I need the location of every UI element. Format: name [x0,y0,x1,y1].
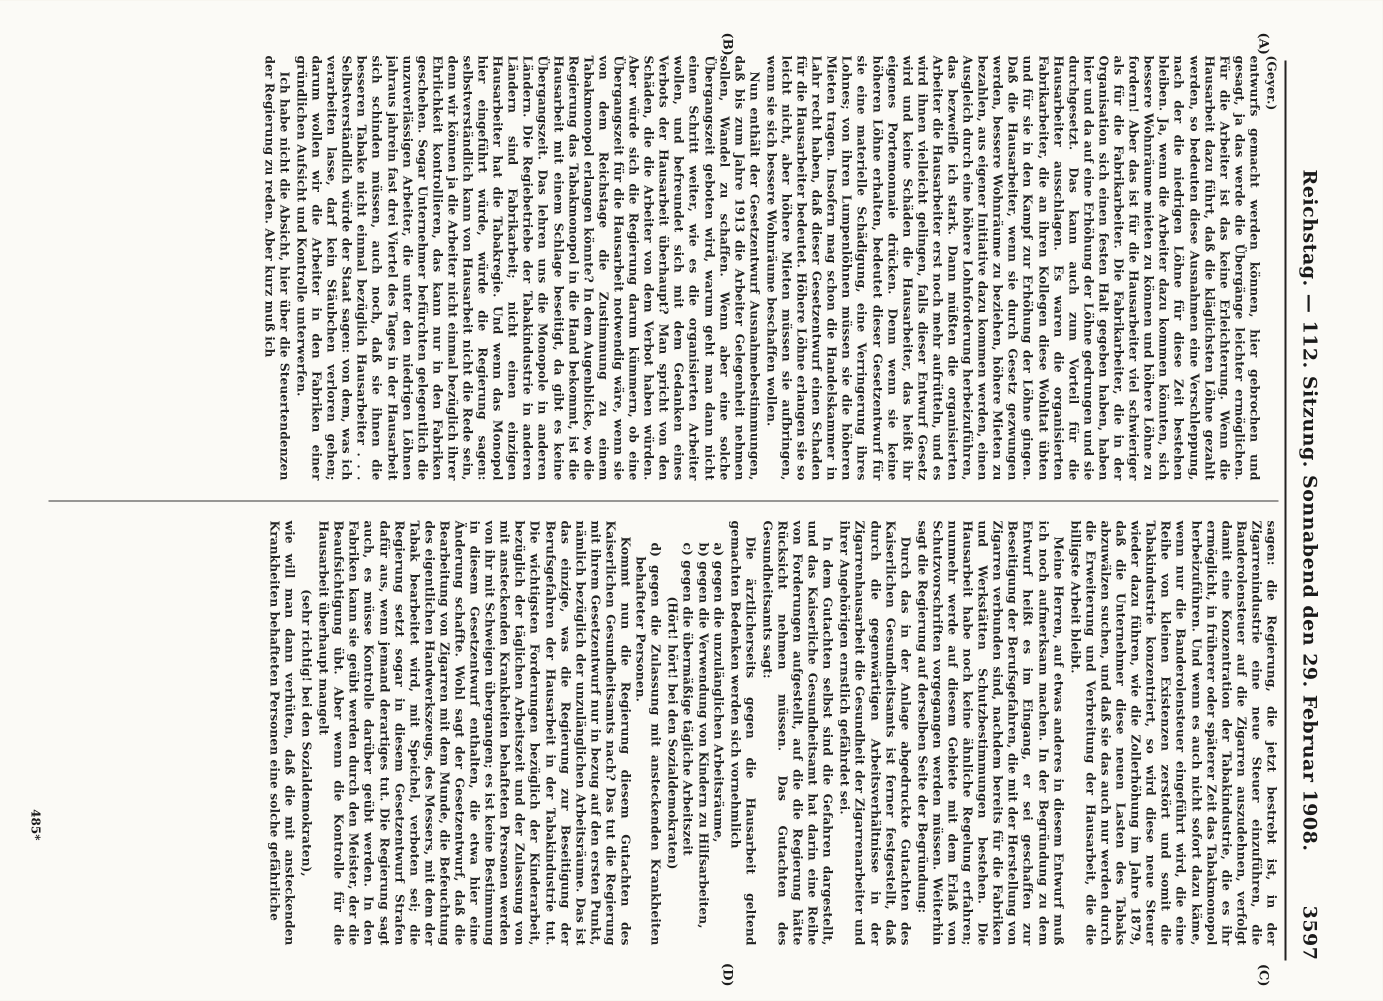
left-paragraph: Ich habe nicht die Absicht, hier über die Steuertendenzen der Regierung zu reden. Aber kurz muß ich [262,55,292,481]
left-column [49,56,1279,481]
interjection: (sehr richtig! bei den Sozialdemokraten), [299,589,314,877]
right-paragraph: In dem Gutachten selbst sind die Gefahren dargestellt, und das Kaiserliche Gesundheitsamt hat darin eine Reihe von Forderungen aufgestellt, auf die die Regierung hätte Rücksicht nehmen müssen. Das Gutachten des Gesundheitsamts sagt: [760,520,835,946]
list-item: b) gegen die Verwendung von Kindern zu Hilfsarbeiten, [696,542,711,929]
list-item: a) gegen die unzulänglichen Arbeitsräume, [711,542,726,843]
left-paragraph: Nun enthält der Gesetzentwurf Ausnahmebestimmungen, daß bis zum Jahre 1913 die Arbeiter Gelegenheit nehmen sollen, Wandel zu schaffen. Wenn aber eine solche Übergangszeit geboten wird, warum geht man dann nicht einen Schritt weiter, wie es die organisierten Arbeiter wollen, und befreundet sich mit dem Gedanken eines Verbots der Hausarbeit überhaupt? Man spricht von den Schäden, die die Arbeiter von dem Verbot haben würden. Aber würde sich die Regierung darum kümmern, ob eine Übergangszeit für die Hausarbeit notwendig wäre, wenn sie von dem Reichstage die Zustimmung zu einem Tabakmonopol erlangen könnte? In dem Augenblicke, wo die Regierung das Tabakmonopol in die Hand bekommt, ist die Hausarbeit mit einem Schlage beseitigt, da gibt es keine Übergangszeit. Das lehren uns die Monopole in anderen Ländern. Die Regiebetriebe der Tabakindustrie in anderen Ländern sind Fabrikarbeit; nicht einen einzigen Hausarbeiter hat die Tabakregie. Und wenn das Monopol hier eingeführt würde, würde die Regierung sagen: selbstverständlich kann von Hausarbeit nicht die Rede sein, denn wir können ja die Arbeiter nicht einmal bezüglich ihrer Ehrlichkeit kontrollieren, das kann nur in den Fabriken geschehen. Sogar Unternehmer befürchten gelegentlich die unzuverlässigen Arbeiter, die unter den niedrigen Löhnen jahraus jahrein fast drei Viertel des Tages in der Hausarbeit sich schinden müssen, auch noch, daß sie ihnen die besseren Tabake nicht einmal bezüglich Hausarbeiter . . . Selbstverständlich würde der Staat sagen: von dem, was ich verarbeiten lasse, darf kein Stäubchen verloren gehen; darum wollen wir die Arbeiter in den Fabriken einer gründlichen Aufsicht und Kontrolle unterwerfen. [294,55,762,481]
page-title: Reichstag. — 112. Sitzung. Sonnabend den 29. Februar 1908. [1298,169,1321,852]
footer-number: 485* [28,809,43,841]
list-item: d) gegen die Zulassung mit ansteckenden Krankheiten behafteter Personen. [633,542,663,946]
right-paragraph: sagen: die Regierung, die jetzt bestrebt ist, in der Zigarrenindustrie eine neue Steuer einzuführen, die Banderolensteuer auf die Zigarren auszudehnen, verfolgt damit eine Konzentration der Tabakindustrie, die es ihr ermöglicht, in früherer oder späterer Zeit das Tabakmonopol herbeizuführen. Und wenn es auch nicht sofort dazu käme, wenn nur die Banderolensteuer eingeführt wird, die eine Reihe von kleinen Existenzen zerstört und somit die Tabakindustrie konzentriert, so wird diese neue Steuer wieder dazu führen, wie die Zollerhöhung im Jahre 1879, daß die Unternehmer diese neuen Lasten des Tabaks abzuwälzen suchen, und daß sie das auch nur werden durch die Erweiterung und Verbreitung der Hausarbeit, die die billigste Arbeit bleibt. [1068,520,1279,946]
right-paragraph: wie will man dann verhüten, daß die mit ansteckenden Krankheiten behafteten Personen eine solche gefährliche [267,520,297,946]
margin-marker-b: (B) [719,32,735,56]
left-paragraph: entwurfs gemacht werden können, hier gebrochen und gesagt, ja das werde die Übergänge leichter ermöglichen. Für die Arbeiter ist das keine Erleichterung. Wenn die Hausarbeit dazu führt, daß die kläglichsten Löhne gezahlt werden, so bedeuten diese Ausnahmen eine Verschleppung, nach der die niedrigen Löhne für diese Zeit bestehen bleiben. Ja, wenn die Arbeiter dazu kommen könnten, sich bessere Wohnräume mieten zu können und höhere Löhne zu fordern! Aber das ist für die Hausarbeiter viel schwieriger als für die Fabrikarbeiter. Die Fabrikarbeiter, die in der Organisation sich einen festen Halt gegeben haben, haben hier und da auf eine Erhöhung der Löhne gedrungen und sie durchgesetzt. Das kann auch zum Vorteil für die Hausarbeiter ausschlagen. Es waren die organisierten Fabrikarbeiter, die an ihren Kollegen diese Wohltat übten und für sie in den Kampf zur Erhöhung der Löhne gingen. Daß die Hausarbeiter, wenn sie durch Gesetz gezwungen werden, bessere Wohnräume zu beziehen, höhere Mieten zu bezahlen, aus eigener Initiative dazu kommen werden, einen Ausgleich durch eine höhere Lohnforderung herbeizuführen, das bezweifle ich stark. Dann müßten die organisierten Arbeiter die Hausarbeiter erst noch mehr aufrütteln, und es wird ihnen vielleicht gelingen, falls dieser Entwurf Gesetz wird und keine Schäden die Hausarbeiter, das heißt ihr eigenes Portemonnaie drücken. Denn wenn sie keine höheren Löhne erhalten, bedeutet dieser Gesetzentwurf für sie eine materielle Schädigung, eine Verringerung ihres Lohnes; von ihren Lumpenlöhnen müssen sie die höheren Mieten tragen. Insofern mag schon die Handelskammer in Lahr recht haben, daß dieser Gesetzentwurf einen Schaden für die Hausarbeiter bedeutet. Höhere Löhne erlangen sie so leicht nicht, aber höhere Mieten müssen sie aufbringen, wenn sie sich bessere Wohnräume beschaffen wollen. [764,55,1262,481]
list-item: c) gegen die übermäßige tägliche Arbeitszeit [680,542,695,856]
interjection: (Hört! hört! bei den Sozialdemokraten) [665,596,680,870]
margin-marker-c: (C) [1255,963,1271,987]
margin-marker-d: (D) [719,962,735,987]
right-quote: Durch das in der Anlage abgedruckte Gutachten des Kaiserlichen Gesundheitsamts ist ferner festgestellt, daß durch die gegenwärtigen Arbeitsverhältnisse in der Zigarrenhausarbeit die Gesundheit der Zigarrenarbeiter und ihrer Angehörigen ernstlich gefährdet sei. [837,520,913,946]
right-column [49,521,1279,946]
margin-marker-a: (A) [1255,32,1271,55]
speaker-name: (Geyer.) [1264,55,1279,111]
header-rule [1285,61,1287,961]
right-quote: Die ärztlicherseits gegen die Hausarbeit geltend gemachten Bedenken werden sich vornehmlich [728,520,758,946]
page-number-right: 3597 [1298,905,1321,961]
right-paragraph: Kommt nun die Regierung diesem Gutachten des Kaiserlichen Gesundheitsamts nach? Das tut die Regierung mit ihrem Gesetzentwurf nur in bezug auf den ersten Punkt, nämlich bezüglich der unzulänglichen Arbeitsräume. Das ist das einzige, was die Regierung zur Beseitigung der Berufsgefahren der Hausarbeit in der Tabakindustrie tut. Die wichtigsten Forderungen bezüglich der Kinderarbeit, bezüglich der täglichen Arbeitszeit und der Zulassung von mit ansteckenden Krankheiten behafteten Personen werden von ihr mit Schweigen übergangen; es ist keine Bestimmung in diesem Gesetzentwurf enthalten, die etwa hier eine Änderung schaffte. Wohl sagt der Gesetzentwurf, daß die Bearbeitung von Zigarren mit dem Munde, die Befeuchtung des eigentlichen Handwerkszeugs, des Messers, mit dem der Tabak bearbeitet wird, mit Speichel, verboten sei; die Regierung setzt sogar in diesem Gesetzentwurf Strafen dafür aus, wenn jemand derartiges tut. Die Regierung sagt auch, es müsse Kontrolle darüber geübt werden. In den Fabriken kann sie geübt werden durch den Meister, der die Beaufsichtigung übt. Aber wenn die Kontrolle für die Hausarbeit überhaupt mangelt [316,520,633,946]
page-header [1291,61,1321,961]
right-paragraph: Meine Herren, auf etwas anderes in diesem Entwurf muß ich noch aufmerksam machen. In der Begründung zu dem Entwurf heißt es im Eingang, er sei geschaffen zur Beseitigung der Berufsgefahren, die mit der Herstellung von Zigarren verbunden sind, nachdem bereits für die Fabriken und Werkstätten Schutzbestimmungen bestehen. Die Hausarbeit habe noch keine ähnliche Regelung erfahren; nunmehr werde auf diesem Gebiete mit dem Erlaß von Schutzvorschriften vorgegangen werden müssen. Weiterhin sagt die Regierung auf derselben Seite der Begründung: [915,520,1066,946]
column-divider [49,501,1279,502]
document-page [0,1,1383,1001]
